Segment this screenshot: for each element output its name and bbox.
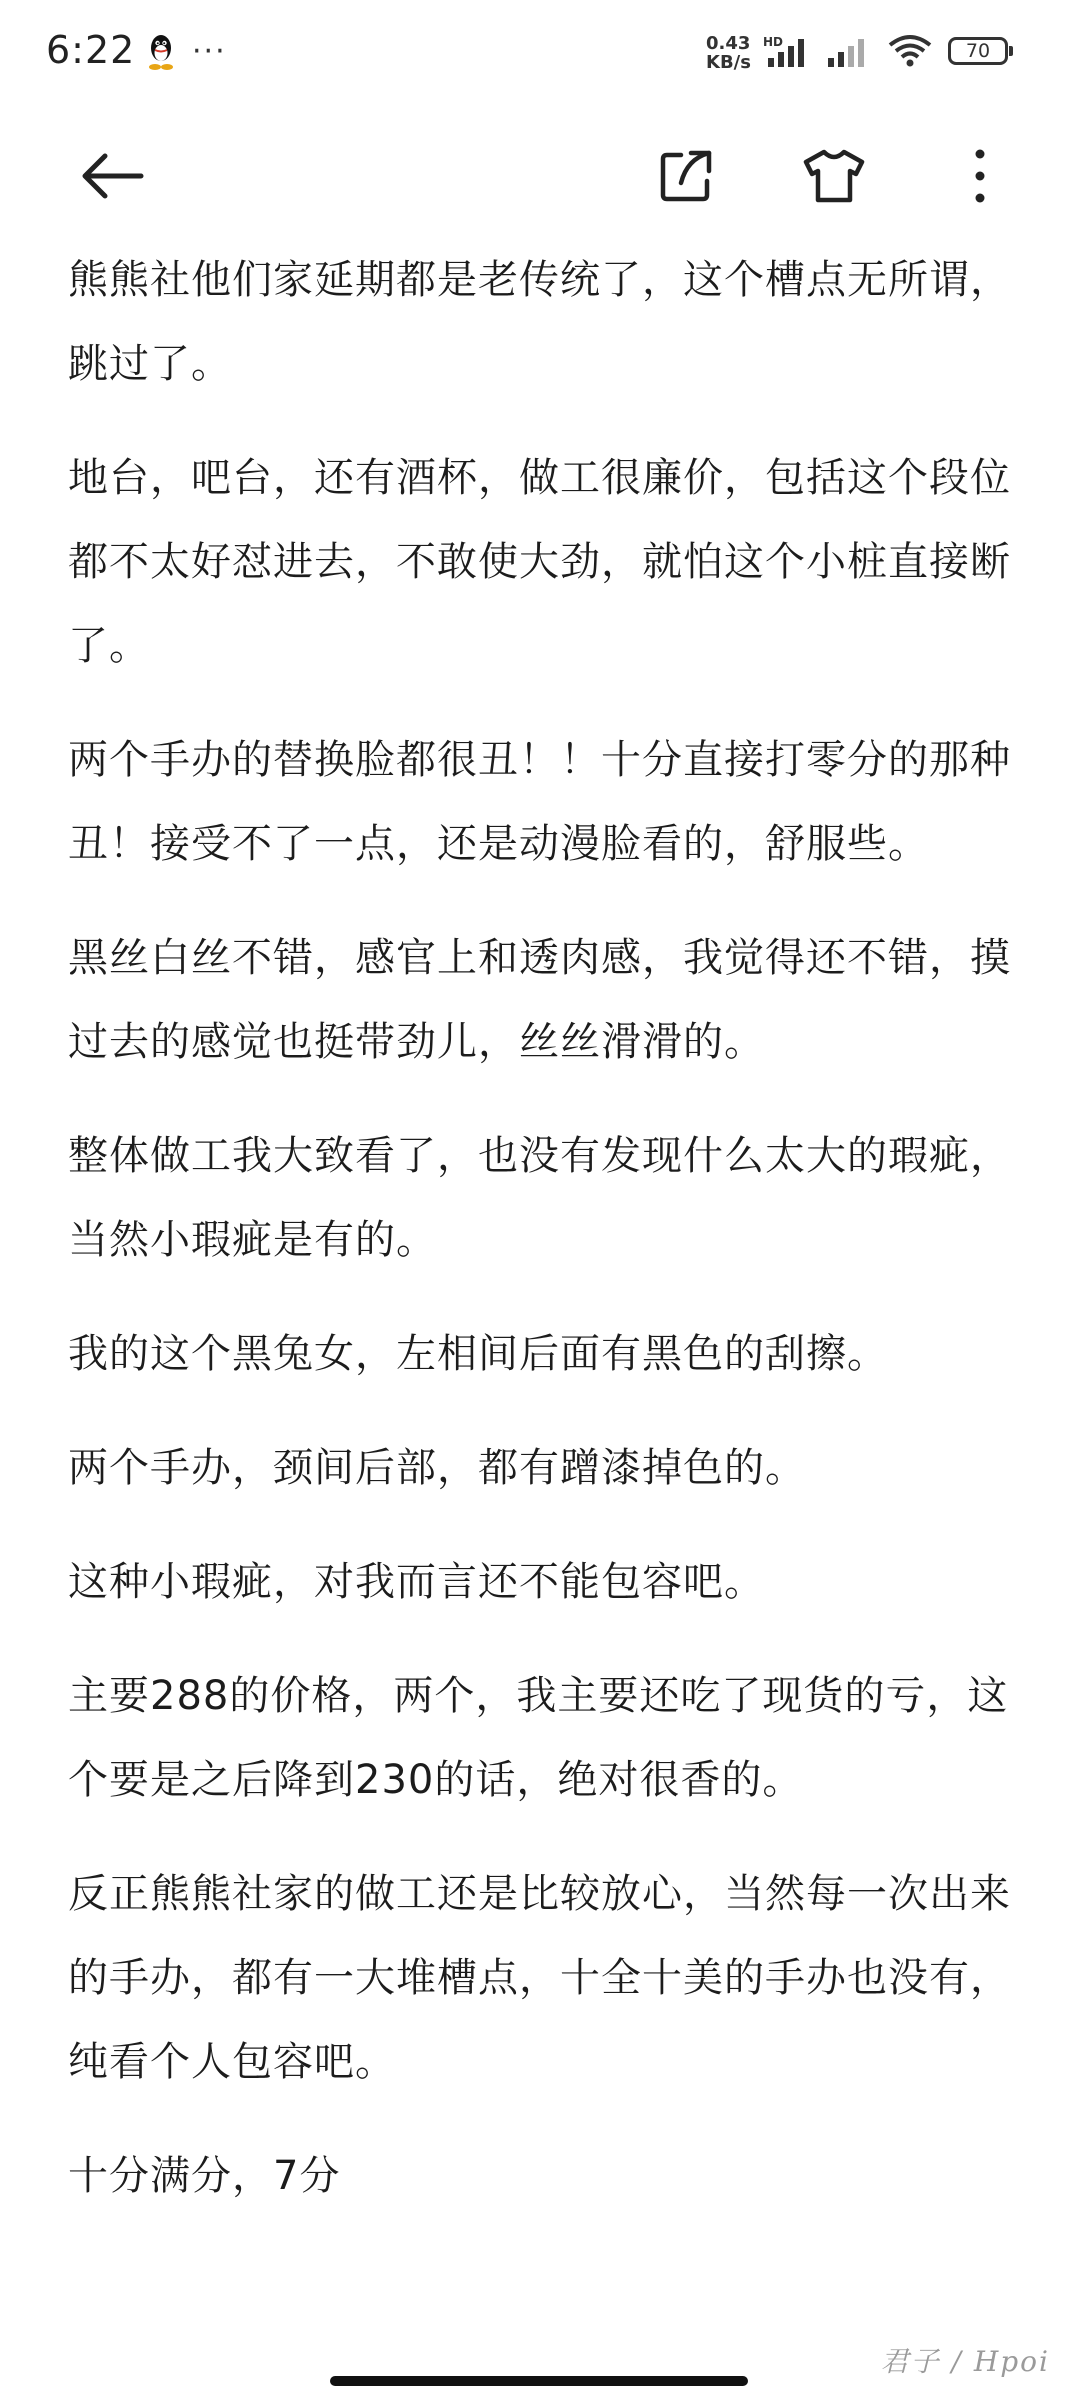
hd-badge: HD	[763, 35, 784, 49]
status-time: 6:22	[46, 28, 136, 72]
article-paragraph: 反正熊熊社家的做工还是比较放心，当然每一次出来的手办，都有一大堆槽点，十全十美的手办也没有，纯看个人包容吧。	[68, 1871, 1011, 2085]
article-body	[68, 238, 1014, 2248]
watermark: 君子 / Hpoi	[880, 2345, 1050, 2378]
arrow-left-icon	[77, 151, 147, 205]
signal-icon	[766, 36, 814, 72]
article-paragraph: 黑丝白丝不错，感官上和透肉感，我觉得还不错，摸过去的感觉也挺带劲儿，丝丝滑滑的。	[68, 935, 1011, 1065]
more-vertical-icon	[972, 148, 988, 208]
share-button[interactable]	[646, 138, 726, 218]
status-bar	[0, 0, 1080, 110]
article-paragraph: 十分满分，7分	[68, 2153, 341, 2199]
network-speed-unit: KB/s	[706, 52, 751, 73]
tshirt-icon	[802, 148, 866, 208]
qq-penguin-icon	[146, 32, 176, 72]
article-paragraph: 整体做工我大致看了，也没有发现什么太大的瑕疵，当然小瑕疵是有的。	[68, 1133, 1011, 1263]
article-paragraph: 地台，吧台，还有酒杯，做工很廉价，包括这个段位都不太好怼进去，不敢使大劲，就怕这个小桩直接断了。	[68, 455, 1011, 669]
status-more-icon: ···	[192, 34, 227, 69]
back-button[interactable]	[72, 138, 152, 218]
article-paragraph: 两个手办的替换脸都很丑！！十分直接打零分的那种丑！接受不了一点，还是动漫脸看的，舒服些。	[68, 737, 1011, 867]
wifi-icon	[888, 34, 932, 72]
signal-secondary-icon	[826, 36, 874, 72]
article-paragraph: 这种小瑕疵，对我而言还不能包容吧。	[68, 1559, 765, 1605]
theme-button[interactable]	[794, 138, 874, 218]
battery-icon: 70	[948, 37, 1008, 65]
article-paragraph: 我的这个黑兔女，左相间后面有黑色的刮擦。	[68, 1331, 888, 1377]
article-paragraph: 熊熊社他们家延期都是老传统了，这个槽点无所谓，跳过了。	[68, 257, 1011, 387]
share-external-icon	[657, 147, 715, 209]
article-paragraph: 两个手办，颈间后部，都有蹭漆掉色的。	[68, 1445, 806, 1491]
network-speed	[706, 34, 770, 72]
top-toolbar	[0, 128, 1080, 228]
home-indicator[interactable]	[330, 2376, 748, 2386]
more-options-button[interactable]	[940, 138, 1020, 218]
article-paragraph: 主要288的价格，两个，我主要还吃了现货的亏，这个要是之后降到230的话，绝对很香的。	[68, 1673, 1009, 1803]
network-speed-value: 0.43	[706, 33, 751, 54]
